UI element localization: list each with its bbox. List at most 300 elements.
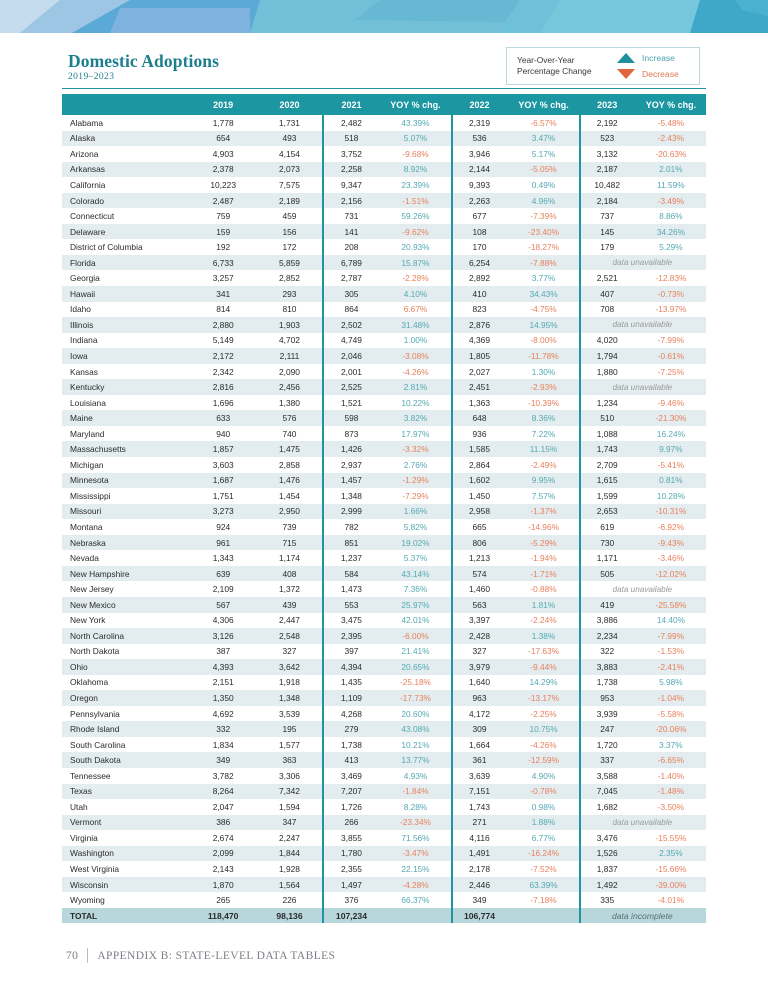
row-state-name: Ohio — [62, 659, 190, 675]
cell-yoy-2022: -1.71% — [508, 566, 578, 582]
cell-yoy-2022: 4.96% — [508, 193, 578, 209]
cell-yoy-2021: 20.93% — [380, 239, 450, 255]
cell-2020: 2,456 — [256, 379, 322, 395]
triangle-up-icon — [617, 53, 635, 63]
cell-2021: 279 — [322, 721, 380, 737]
cell-2020: 156 — [256, 224, 322, 240]
total-label: TOTAL — [62, 908, 190, 924]
cell-yoy-2023: -0.73% — [636, 286, 706, 302]
table-row — [62, 410, 706, 426]
cell-yoy-2023: -3.50% — [636, 799, 706, 815]
cell-yoy-2023: -2.41% — [636, 659, 706, 675]
cell-yoy-2021: -3.47% — [380, 846, 450, 862]
cell-2019: 387 — [190, 644, 257, 660]
row-state-name: North Dakota — [62, 644, 190, 660]
cell-2022: 2,144 — [451, 162, 509, 178]
cell-2021: 553 — [322, 597, 380, 613]
cell-yoy-2023: -12.02% — [636, 566, 706, 582]
cell-2023: 1,794 — [579, 348, 636, 364]
cell-2023: 3,588 — [579, 768, 636, 784]
total-2020: 98,136 — [256, 908, 322, 924]
cell-2021: 1,435 — [322, 675, 380, 691]
cell-2023: 510 — [579, 410, 636, 426]
cell-2023: 1,171 — [579, 550, 636, 566]
cell-yoy-2021: 43.39% — [380, 115, 450, 131]
cell-2023: 179 — [579, 239, 636, 255]
cell-yoy-2022: -0.88% — [508, 581, 578, 597]
cell-yoy-2022: -7.18% — [508, 892, 578, 908]
footer-section-label: APPENDIX B: STATE-LEVEL DATA TABLES — [97, 949, 336, 962]
table-row — [62, 613, 706, 629]
table-row — [62, 830, 706, 846]
cell-yoy-2021: -3.08% — [380, 348, 450, 364]
cell-2021: 851 — [322, 535, 380, 551]
cell-yoy-2022: 1.38% — [508, 628, 578, 644]
cell-yoy-2022: 5.17% — [508, 146, 578, 162]
cell-2019: 1,857 — [190, 441, 257, 457]
cell-2023: 407 — [579, 286, 636, 302]
cell-yoy-2023: -3.49% — [636, 193, 706, 209]
cell-yoy-2021: 71.56% — [380, 830, 450, 846]
cell-2019: 5,149 — [190, 333, 257, 349]
cell-yoy-2021: -3.32% — [380, 441, 450, 457]
cell-yoy-2021: 20.60% — [380, 706, 450, 722]
cell-yoy-2022: -7.88% — [508, 255, 578, 271]
cell-2023: 1,615 — [579, 473, 636, 489]
cell-yoy-2022: 7.57% — [508, 488, 578, 504]
table-row — [62, 333, 706, 349]
cell-2020: 2,111 — [256, 348, 322, 364]
cell-yoy-2021: 5.37% — [380, 550, 450, 566]
cell-yoy-2022: 6.77% — [508, 830, 578, 846]
table-row — [62, 737, 706, 753]
cell-2021: 141 — [322, 224, 380, 240]
cell-2023: 1,743 — [579, 441, 636, 457]
table-total-row — [62, 908, 706, 924]
cell-2021: 584 — [322, 566, 380, 582]
col-header-yoy-2021: YOY % chg. — [380, 94, 450, 115]
cell-yoy-2022: -4.75% — [508, 302, 578, 318]
cell-2019: 961 — [190, 535, 257, 551]
row-state-name: Hawaii — [62, 286, 190, 302]
cell-yoy-2023: -3.46% — [636, 550, 706, 566]
cell-2023: 1,599 — [579, 488, 636, 504]
cell-2021: 2,502 — [322, 317, 380, 333]
cell-2023: 505 — [579, 566, 636, 582]
cell-yoy-2023: -20.63% — [636, 146, 706, 162]
row-state-name: Virginia — [62, 830, 190, 846]
cell-2020: 439 — [256, 597, 322, 613]
cell-2023: 419 — [579, 597, 636, 613]
cell-2023: 1,492 — [579, 877, 636, 893]
cell-2021: 397 — [322, 644, 380, 660]
cell-2021: 2,355 — [322, 861, 380, 877]
cell-2022: 1,602 — [451, 473, 509, 489]
cell-2021: 413 — [322, 752, 380, 768]
cell-2019: 192 — [190, 239, 257, 255]
cell-2022: 3,397 — [451, 613, 509, 629]
cell-2019: 3,273 — [190, 504, 257, 520]
cell-yoy-2022: 10.75% — [508, 721, 578, 737]
cell-2021: 208 — [322, 239, 380, 255]
cell-yoy-2023: 2.01% — [636, 162, 706, 178]
legend-decrease-label: Decrease — [642, 69, 679, 79]
row-state-name: Minnesota — [62, 473, 190, 489]
cell-yoy-2022: 11.15% — [508, 441, 578, 457]
cell-2019: 924 — [190, 519, 257, 535]
legend-box — [506, 47, 700, 85]
cell-2023: 1,837 — [579, 861, 636, 877]
cell-2020: 1,476 — [256, 473, 322, 489]
cell-yoy-2021: 3.82% — [380, 410, 450, 426]
table-row — [62, 348, 706, 364]
cell-yoy-2022: 1.81% — [508, 597, 578, 613]
cell-2023: 1,682 — [579, 799, 636, 815]
cell-2022: 4,172 — [451, 706, 509, 722]
cell-2020: 715 — [256, 535, 322, 551]
row-state-name: Delaware — [62, 224, 190, 240]
table-row — [62, 270, 706, 286]
table-row — [62, 721, 706, 737]
cell-2022: 2,864 — [451, 457, 509, 473]
cell-2022: 963 — [451, 690, 509, 706]
cell-yoy-2022: -7.52% — [508, 861, 578, 877]
cell-yoy-2022: 1.88% — [508, 815, 578, 831]
legend-item-decrease — [617, 68, 679, 81]
cell-2022: 1,460 — [451, 581, 509, 597]
cell-2020: 293 — [256, 286, 322, 302]
cell-2022: 1,491 — [451, 846, 509, 862]
cell-yoy-2022: -18.27% — [508, 239, 578, 255]
cell-2021: 782 — [322, 519, 380, 535]
cell-yoy-2023: -7.99% — [636, 333, 706, 349]
col-header-yoy-2023: YOY % chg. — [636, 94, 706, 115]
cell-2021: 731 — [322, 208, 380, 224]
cell-2021: 7,207 — [322, 784, 380, 800]
cell-2019: 2,172 — [190, 348, 257, 364]
cell-yoy-2022: -10.39% — [508, 395, 578, 411]
row-state-name: Vermont — [62, 815, 190, 831]
cell-2021: 518 — [322, 131, 380, 147]
cell-yoy-2023: -6.92% — [636, 519, 706, 535]
row-state-name: California — [62, 177, 190, 193]
cell-yoy-2023: 9.97% — [636, 441, 706, 457]
total-yoy-2021 — [380, 908, 450, 924]
page-footer — [66, 948, 335, 963]
row-state-name: Louisiana — [62, 395, 190, 411]
table-body — [62, 115, 706, 923]
table-row — [62, 566, 706, 582]
table-row — [62, 131, 706, 147]
cell-2020: 576 — [256, 410, 322, 426]
cell-yoy-2023: -9.46% — [636, 395, 706, 411]
cell-yoy-2022: 1.30% — [508, 364, 578, 380]
cell-yoy-2021: -2.28% — [380, 270, 450, 286]
cell-2019: 3,257 — [190, 270, 257, 286]
cell-2020: 1,564 — [256, 877, 322, 893]
cell-yoy-2023: -20.06% — [636, 721, 706, 737]
row-state-name: Georgia — [62, 270, 190, 286]
cell-yoy-2022: 9.95% — [508, 473, 578, 489]
cell-2019: 8,264 — [190, 784, 257, 800]
cell-yoy-2023: 16.24% — [636, 426, 706, 442]
cell-yoy-2021: 4.10% — [380, 286, 450, 302]
cell-2022: 4,116 — [451, 830, 509, 846]
cell-2020: 4,154 — [256, 146, 322, 162]
cell-yoy-2022: 4.90% — [508, 768, 578, 784]
cell-2021: 376 — [322, 892, 380, 908]
row-state-name: Pennsylvania — [62, 706, 190, 722]
table-row — [62, 504, 706, 520]
row-state-name: Utah — [62, 799, 190, 815]
cell-yoy-2021: 19.02% — [380, 535, 450, 551]
cell-2019: 265 — [190, 892, 257, 908]
cell-2020: 1,174 — [256, 550, 322, 566]
cell-2019: 2,109 — [190, 581, 257, 597]
cell-yoy-2022: -2.49% — [508, 457, 578, 473]
cell-2021: 266 — [322, 815, 380, 831]
row-state-name: New York — [62, 613, 190, 629]
col-header-2021: 2021 — [322, 94, 380, 115]
cell-2021: 1,457 — [322, 473, 380, 489]
cell-2023: 1,720 — [579, 737, 636, 753]
cell-2019: 4,306 — [190, 613, 257, 629]
cell-2022: 1,585 — [451, 441, 509, 457]
cell-2022: 648 — [451, 410, 509, 426]
cell-yoy-2022: 7.22% — [508, 426, 578, 442]
cell-2020: 739 — [256, 519, 322, 535]
cell-2022: 2,178 — [451, 861, 509, 877]
cell-yoy-2021: 22.15% — [380, 861, 450, 877]
cell-2023: 2,709 — [579, 457, 636, 473]
cell-2019: 3,782 — [190, 768, 257, 784]
cell-2020: 7,575 — [256, 177, 322, 193]
cell-2023: 3,939 — [579, 706, 636, 722]
cell-2019: 1,870 — [190, 877, 257, 893]
cell-2020: 2,189 — [256, 193, 322, 209]
row-state-name: Mississippi — [62, 488, 190, 504]
cell-2021: 2,937 — [322, 457, 380, 473]
table-row — [62, 162, 706, 178]
cell-yoy-2023: -15.55% — [636, 830, 706, 846]
cell-yoy-2021: 20.65% — [380, 659, 450, 675]
row-state-name: Nebraska — [62, 535, 190, 551]
cell-yoy-2022: -12.59% — [508, 752, 578, 768]
cell-2022: 2,428 — [451, 628, 509, 644]
table-row — [62, 675, 706, 691]
table-row — [62, 861, 706, 877]
legend-label-line2: Percentage Change — [517, 66, 592, 76]
cell-2023: 730 — [579, 535, 636, 551]
cell-2020: 1,918 — [256, 675, 322, 691]
cell-2023: 3,886 — [579, 613, 636, 629]
cell-2019: 639 — [190, 566, 257, 582]
cell-2021: 3,752 — [322, 146, 380, 162]
cell-yoy-2021: 6.67% — [380, 302, 450, 318]
cell-yoy-2021: 15.87% — [380, 255, 450, 271]
cell-2023-unavailable: data unavailable — [579, 255, 706, 271]
cell-2023: 2,184 — [579, 193, 636, 209]
triangle-down-icon — [617, 69, 635, 79]
table-row — [62, 488, 706, 504]
cell-2020: 2,090 — [256, 364, 322, 380]
cell-2020: 195 — [256, 721, 322, 737]
table-row — [62, 846, 706, 862]
cell-yoy-2022: -2.25% — [508, 706, 578, 722]
table-row — [62, 535, 706, 551]
cell-2022: 563 — [451, 597, 509, 613]
cell-2023: 2,521 — [579, 270, 636, 286]
row-state-name: Wisconsin — [62, 877, 190, 893]
row-state-name: West Virginia — [62, 861, 190, 877]
title-divider — [62, 88, 706, 89]
cell-2020: 459 — [256, 208, 322, 224]
cell-yoy-2021: -4.28% — [380, 877, 450, 893]
cell-2019: 1,778 — [190, 115, 257, 131]
cell-yoy-2023: 5.29% — [636, 239, 706, 255]
cell-2020: 347 — [256, 815, 322, 831]
col-header-2022: 2022 — [451, 94, 509, 115]
cell-2019: 1,343 — [190, 550, 257, 566]
cell-2023-unavailable: data unavailable — [579, 815, 706, 831]
cell-yoy-2023: 10.28% — [636, 488, 706, 504]
cell-2019: 4,393 — [190, 659, 257, 675]
cell-2023: 7,045 — [579, 784, 636, 800]
cell-2020: 1,903 — [256, 317, 322, 333]
cell-yoy-2021: 42.01% — [380, 613, 450, 629]
cell-2022: 2,892 — [451, 270, 509, 286]
cell-2023: 335 — [579, 892, 636, 908]
cell-yoy-2023: -5.41% — [636, 457, 706, 473]
cell-2020: 2,858 — [256, 457, 322, 473]
cell-yoy-2023: 3.37% — [636, 737, 706, 753]
cell-yoy-2022: -16.24% — [508, 846, 578, 862]
cell-yoy-2022: 63.39% — [508, 877, 578, 893]
cell-2020: 2,247 — [256, 830, 322, 846]
cell-yoy-2023: -1.53% — [636, 644, 706, 660]
cell-yoy-2022: 34.43% — [508, 286, 578, 302]
row-state-name: Wyoming — [62, 892, 190, 908]
cell-2021: 1,738 — [322, 737, 380, 753]
cell-yoy-2023: -1.04% — [636, 690, 706, 706]
footer-divider — [87, 948, 88, 963]
legend-label-line1: Year-Over-Year — [517, 54, 575, 65]
cell-2022: 108 — [451, 224, 509, 240]
cell-2022: 1,743 — [451, 799, 509, 815]
cell-2023: 3,132 — [579, 146, 636, 162]
cell-yoy-2021: 25.97% — [380, 597, 450, 613]
cell-yoy-2021: 5.07% — [380, 131, 450, 147]
col-header-state — [62, 94, 190, 115]
cell-2020: 4,702 — [256, 333, 322, 349]
table-row — [62, 255, 706, 271]
cell-2019: 633 — [190, 410, 257, 426]
cell-2019: 940 — [190, 426, 257, 442]
cell-2021: 873 — [322, 426, 380, 442]
col-header-2020: 2020 — [256, 94, 322, 115]
cell-yoy-2023: -5.48% — [636, 115, 706, 131]
cell-yoy-2022: 0.98% — [508, 799, 578, 815]
row-state-name: New Mexico — [62, 597, 190, 613]
table-row — [62, 379, 706, 395]
cell-yoy-2022: -5.05% — [508, 162, 578, 178]
table-row — [62, 519, 706, 535]
cell-2021: 4,749 — [322, 333, 380, 349]
cell-2019: 2,143 — [190, 861, 257, 877]
cell-2021: 1,726 — [322, 799, 380, 815]
cell-2022: 1,640 — [451, 675, 509, 691]
cell-yoy-2023: -0.61% — [636, 348, 706, 364]
cell-yoy-2022: -1.94% — [508, 550, 578, 566]
cell-2022: 271 — [451, 815, 509, 831]
cell-yoy-2022: -11.78% — [508, 348, 578, 364]
col-header-yoy-2022: YOY % chg. — [508, 94, 578, 115]
cell-2019: 6,733 — [190, 255, 257, 271]
col-header-2023: 2023 — [579, 94, 636, 115]
page-subtitle: 2019–2023 — [68, 72, 115, 83]
cell-2021: 3,475 — [322, 613, 380, 629]
row-state-name: Kansas — [62, 364, 190, 380]
col-header-2019: 2019 — [190, 94, 257, 115]
cell-yoy-2021: -1.29% — [380, 473, 450, 489]
cell-2023: 3,476 — [579, 830, 636, 846]
row-state-name: South Dakota — [62, 752, 190, 768]
table-row — [62, 877, 706, 893]
cell-yoy-2023: -7.99% — [636, 628, 706, 644]
row-state-name: Massachusetts — [62, 441, 190, 457]
cell-2019: 2,378 — [190, 162, 257, 178]
cell-yoy-2022: -14.96% — [508, 519, 578, 535]
cell-2020: 2,852 — [256, 270, 322, 286]
cell-yoy-2021: -9.62% — [380, 224, 450, 240]
cell-yoy-2021: -17.73% — [380, 690, 450, 706]
cell-yoy-2023: -25.58% — [636, 597, 706, 613]
cell-2021: 2,482 — [322, 115, 380, 131]
cell-2022: 1,805 — [451, 348, 509, 364]
table-row — [62, 457, 706, 473]
cell-2022: 309 — [451, 721, 509, 737]
cell-2022: 4,369 — [451, 333, 509, 349]
cell-2020: 2,073 — [256, 162, 322, 178]
cell-2023-unavailable: data unavailable — [579, 581, 706, 597]
cell-yoy-2023: 5.98% — [636, 675, 706, 691]
cell-2019: 814 — [190, 302, 257, 318]
cell-2023: 1,880 — [579, 364, 636, 380]
cell-2021: 2,999 — [322, 504, 380, 520]
cell-2021: 2,787 — [322, 270, 380, 286]
cell-2019: 2,151 — [190, 675, 257, 691]
cell-2022: 170 — [451, 239, 509, 255]
row-state-name: Connecticut — [62, 208, 190, 224]
cell-yoy-2022: -1.37% — [508, 504, 578, 520]
row-state-name: Tennessee — [62, 768, 190, 784]
cell-2020: 327 — [256, 644, 322, 660]
cell-2022: 361 — [451, 752, 509, 768]
table-header-row — [62, 94, 706, 115]
cell-yoy-2022: 3.47% — [508, 131, 578, 147]
row-state-name: Oklahoma — [62, 675, 190, 691]
cell-yoy-2023: -10.31% — [636, 504, 706, 520]
cell-2020: 408 — [256, 566, 322, 582]
cell-2023: 619 — [579, 519, 636, 535]
table-row — [62, 239, 706, 255]
cell-2020: 5,859 — [256, 255, 322, 271]
cell-2023: 337 — [579, 752, 636, 768]
cell-2019: 332 — [190, 721, 257, 737]
cell-yoy-2022: -2.93% — [508, 379, 578, 395]
cell-2019: 4,692 — [190, 706, 257, 722]
row-state-name: North Carolina — [62, 628, 190, 644]
